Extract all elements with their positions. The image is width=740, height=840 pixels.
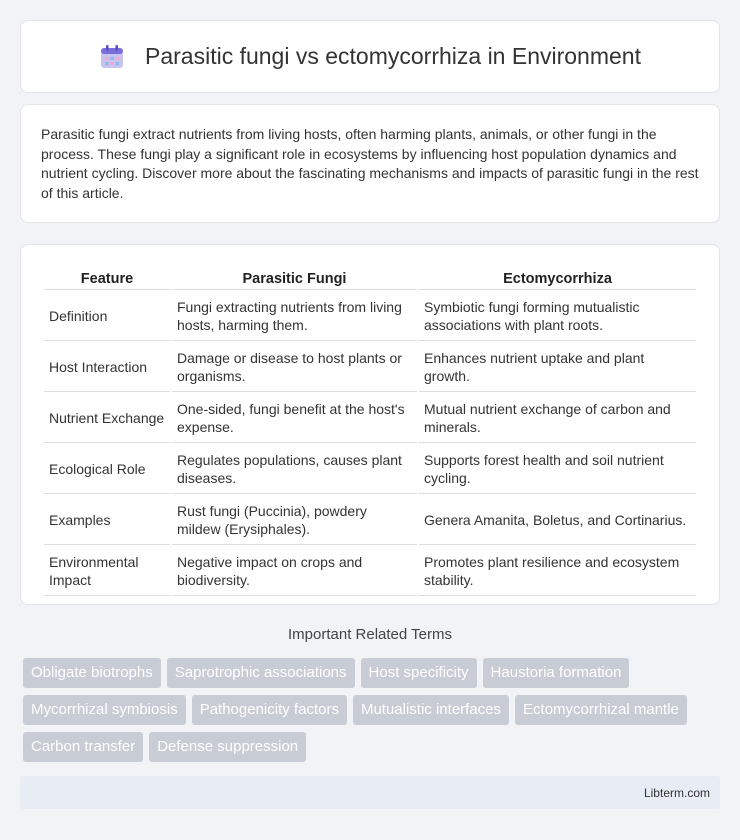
footer: [20, 776, 720, 809]
parasitic-cell: Fungi extracting nutrients from living hosts, harming them.: [172, 292, 417, 341]
term-tag[interactable]: Pathogenicity factors: [192, 695, 347, 725]
intro-text: Parasitic fungi extract nutrients from living hosts, often harming plants, animals, or other fungi in the process. These fungi play a significant role in ecosystems by influencing host population dynamics and nutrient cycling. Discover more about the fascinating mechanisms and impacts of parasitic fungi in the rest of this article.: [41, 126, 699, 201]
term-tag[interactable]: Obligate biotrophs: [23, 658, 161, 688]
header-feature: Feature: [44, 267, 170, 290]
term-tag[interactable]: Carbon transfer: [23, 732, 143, 762]
ecto-cell: Enhances nutrient uptake and plant growth.: [419, 343, 696, 392]
ecto-cell: Supports forest health and soil nutrient cycling.: [419, 445, 696, 494]
header-card: [20, 20, 720, 93]
parasitic-cell: Negative impact on crops and biodiversity.: [172, 547, 417, 596]
term-tag[interactable]: Saprotrophic associations: [167, 658, 355, 688]
page-title: Parasitic fungi vs ectomycorrhiza in Environment: [145, 43, 641, 69]
ecto-cell: Symbiotic fungi forming mutualistic associations with plant roots.: [419, 292, 696, 341]
parasitic-cell: One-sided, fungi benefit at the host's expense.: [172, 394, 417, 443]
table-header-row: [44, 267, 696, 290]
term-tag[interactable]: Mycorrhizal symbiosis: [23, 695, 186, 725]
footer-site-link[interactable]: Libterm.com: [643, 785, 710, 800]
ecto-cell: Genera Amanita, Boletus, and Cortinarius.: [419, 496, 696, 545]
term-tag[interactable]: Haustoria formation: [483, 658, 630, 688]
feature-cell: Examples: [44, 496, 170, 545]
related-terms-title: Important Related Terms: [288, 626, 452, 643]
term-tag[interactable]: Mutualistic interfaces: [353, 695, 509, 725]
term-tag[interactable]: Ectomycorrhizal mantle: [515, 695, 687, 725]
ecto-cell: Mutual nutrient exchange of carbon and minerals.: [419, 394, 696, 443]
feature-cell: Environmental Impact: [44, 547, 170, 596]
parasitic-cell: Damage or disease to host plants or organisms.: [172, 343, 417, 392]
header-parasitic-fungi: Parasitic Fungi: [172, 267, 417, 290]
table-row: [44, 292, 696, 341]
related-terms-list: [23, 658, 723, 762]
table-row: [44, 394, 696, 443]
table-row: [44, 547, 696, 596]
term-tag[interactable]: Defense suppression: [149, 732, 306, 762]
feature-cell: Ecological Role: [44, 445, 170, 494]
feature-cell: Definition: [44, 292, 170, 341]
parasitic-cell: Regulates populations, causes plant diseases.: [172, 445, 417, 494]
feature-cell: Host Interaction: [44, 343, 170, 392]
ecto-cell: Promotes plant resilience and ecosystem stability.: [419, 547, 696, 596]
header-ectomycorrhiza: Ectomycorrhiza: [419, 267, 696, 290]
feature-cell: Nutrient Exchange: [44, 394, 170, 443]
comparison-table: [42, 265, 698, 598]
table-row: [44, 343, 696, 392]
parasitic-cell: Rust fungi (Puccinia), powdery mildew (Erysiphales).: [172, 496, 417, 545]
term-tag[interactable]: Host specificity: [361, 658, 477, 688]
table-row: [44, 496, 696, 545]
comparison-card: [20, 244, 720, 605]
calendar-icon: [99, 44, 125, 70]
intro-card: [20, 104, 720, 223]
table-row: [44, 445, 696, 494]
